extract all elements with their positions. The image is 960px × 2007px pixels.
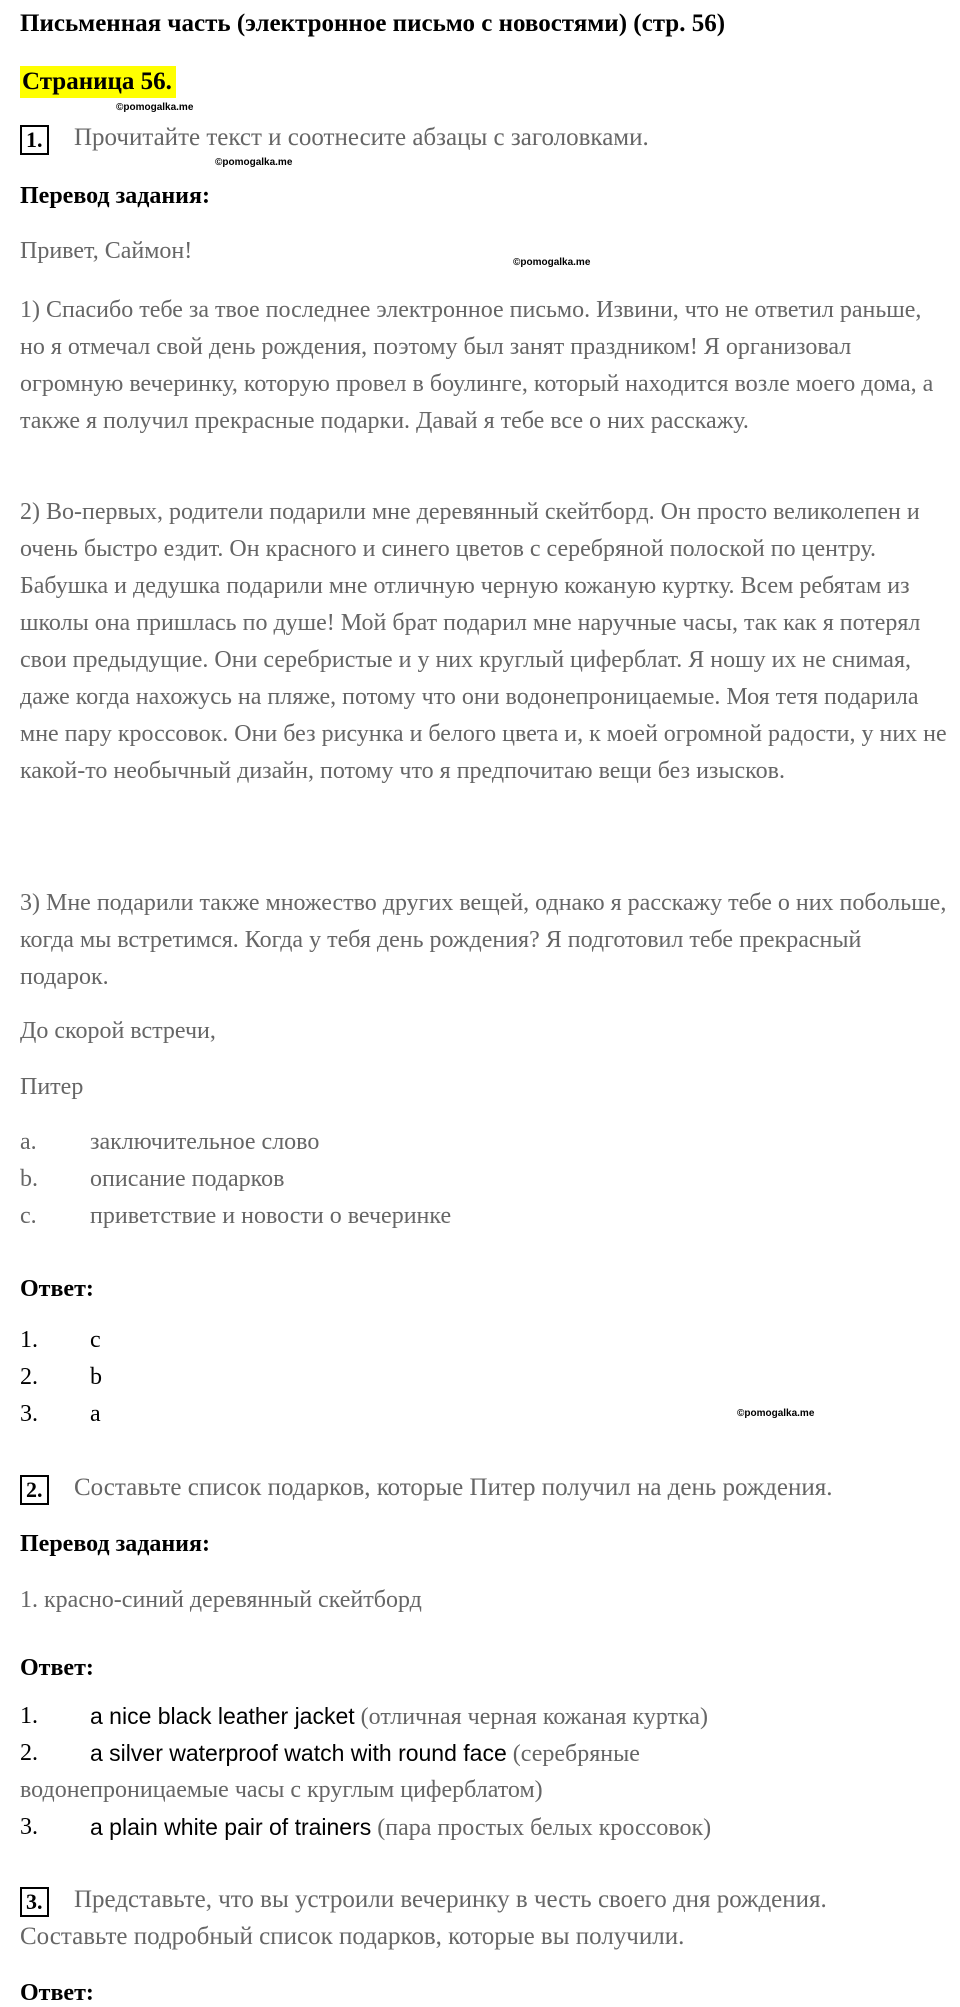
task-2-number: 2.	[20, 1475, 49, 1505]
answer-item	[90, 1703, 708, 1731]
answer-value: b	[90, 1364, 102, 1390]
answer-item	[90, 1740, 640, 1768]
letter-greeting: Привет, Саймон!	[20, 238, 193, 264]
answer-value: a	[90, 1401, 101, 1427]
task-1-translation-heading: Перевод задания:	[20, 183, 210, 209]
task-2-instruction: Составьте список подарков, которые Питер получил на день рождения.	[74, 1474, 833, 1501]
heading-text: приветствие и новости о вечеринке	[90, 1203, 452, 1229]
letter-paragraph-1: 1) Спасибо тебе за твое последнее электронное письмо. Извини, что не ответил раньше, но я отмечал свой день рождения, поэтому был занят праздником! Я организовал огромную вечеринку, которую провел в боулинге, который находится возле моего дома, а также я получил прекрасные подарки. Давай я тебе все о них расскажу.	[20, 297, 934, 434]
answer-number: 2.	[20, 1740, 38, 1766]
answer-russian: (пара простых белых кроссовок)	[371, 1815, 712, 1841]
answer-russian: (отличная черная кожаная куртка)	[354, 1704, 708, 1730]
page-label: Страница 56.	[20, 66, 176, 98]
task-3-number: 3.	[20, 1887, 49, 1917]
watermark: ©pomogalka.me	[215, 157, 293, 168]
task-1-instruction: Прочитайте текст и соотнесите абзацы с заголовками.	[74, 124, 649, 151]
answer-number: 2.	[20, 1364, 38, 1390]
task-2-answer-heading: Ответ:	[20, 1655, 94, 1681]
answer-number: 1.	[20, 1327, 38, 1353]
answer-value: c	[90, 1327, 101, 1353]
letter-paragraph-3: 3) Мне подарили также множество других вещей, однако я расскажу тебе о них побольше, когда мы встретимся. Когда у тебя день рождения? Я подготовил тебе прекрасный подарок.	[20, 890, 947, 990]
task-2-example: 1. красно-синий деревянный скейтборд	[20, 1587, 422, 1613]
heading-letter: b.	[20, 1166, 38, 1192]
answer-russian: (серебряные	[506, 1741, 640, 1767]
answer-russian-continued: водонепроницаемые часы с круглым циферблатом)	[20, 1777, 543, 1803]
answer-number: 3.	[20, 1401, 38, 1427]
letter-closing: До скорой встречи,	[20, 1018, 216, 1044]
answer-item	[90, 1814, 711, 1842]
task-3-instruction-line-2: Составьте подробный список подарков, которые вы получили.	[20, 1923, 685, 1950]
letter-signature: Питер	[20, 1074, 84, 1100]
task-3-answer-heading: Ответ:	[20, 1980, 94, 2006]
heading-letter: a.	[20, 1129, 37, 1155]
page-title: Письменная часть (электронное письмо с новостями) (стр. 56)	[20, 10, 726, 37]
heading-letter: c.	[20, 1203, 37, 1229]
watermark: ©pomogalka.me	[116, 102, 194, 113]
answer-english: a plain white pair of trainers	[90, 1814, 372, 1840]
answer-number: 1.	[20, 1703, 38, 1729]
answer-number: 3.	[20, 1814, 38, 1840]
watermark: ©pomogalka.me	[513, 257, 591, 268]
answer-english: a nice black leather jacket	[90, 1703, 355, 1729]
answer-english: a silver waterproof watch with round face	[90, 1740, 507, 1766]
watermark: ©pomogalka.me	[737, 1408, 815, 1419]
task-2-translation-heading: Перевод задания:	[20, 1531, 210, 1557]
letter-paragraph-2: 2) Во-первых, родители подарили мне деревянный скейтборд. Он просто великолепен и очень быстро ездит. Он красного и синего цветов с серебряной полоской по центру. Бабушка и дедушка подарили мне отличную черную кожаную куртку. Всем ребятам из школы она пришлась по душе! Мой брат подарил мне наручные часы, так как я потерял свои предыдущие. Они серебристые и у них круглый циферблат. Я ношу их не снимая, даже когда нахожусь на пляже, потому что они водонепроницаемые. Моя тетя подарила мне пару кроссовок. Они без рисунка и белого цвета и, к моей огромной радости, у них не какой-то необычный дизайн, потому что я предпочитаю вещи без изысков.	[20, 499, 947, 784]
task-1-answer-heading: Ответ:	[20, 1276, 94, 1302]
heading-text: заключительное слово	[90, 1129, 320, 1155]
heading-text: описание подарков	[90, 1166, 285, 1192]
task-1-number: 1.	[20, 125, 49, 155]
task-3-instruction-line-1: Представьте, что вы устроили вечеринку в честь своего дня рождения.	[74, 1886, 827, 1913]
